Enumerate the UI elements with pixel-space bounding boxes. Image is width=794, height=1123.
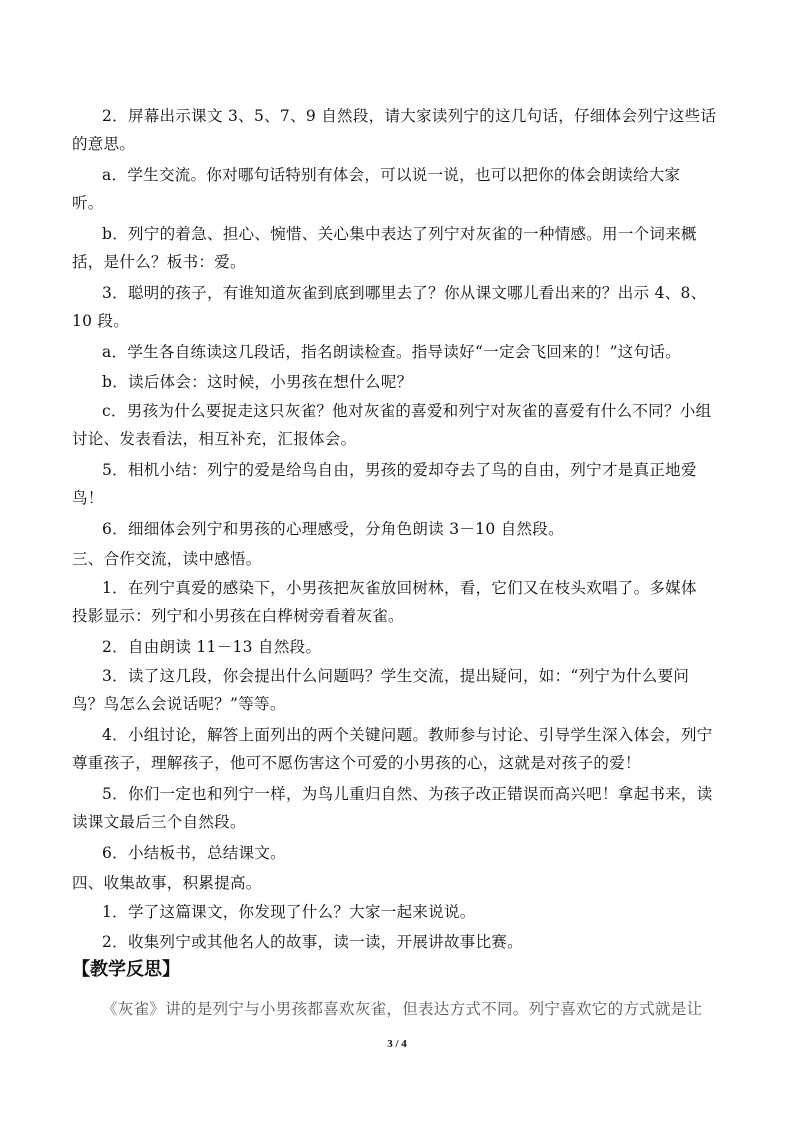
- reflection-paragraph: 《灰雀》讲的是列宁与小男孩都喜欢灰雀，但表达方式不同。列宁喜欢它的方式就是让: [102, 1000, 703, 1018]
- paragraph-line: b．读后体会：这时候，小男孩在想什么呢？: [102, 373, 413, 391]
- paragraph-line: 1．学了这篇课文，你发现了什么？大家一起来说说。: [102, 903, 476, 921]
- paragraph-line: 投影显示：列宁和小男孩在白桦树旁看着灰雀。: [72, 607, 404, 625]
- paragraph-line: 10 段。: [72, 312, 130, 330]
- paragraph-line: 3．聪明的孩子，有谁知道灰雀到底到哪里去了？你从课文哪儿看出来的？出示 4、8、: [102, 284, 707, 302]
- page-number: 3 / 4: [387, 1038, 407, 1050]
- paragraph-line: 6．小结板书，总结课文。: [102, 844, 286, 862]
- paragraph-line: 1．在列宁真爱的感染下，小男孩把灰雀放回树林，看，它们又在枝头欢唱了。多媒体: [102, 579, 697, 597]
- paragraph-line: 括，是什么？板书：爱。: [72, 253, 246, 271]
- paragraph-line: 尊重孩子，理解孩子，他可不愿伤害这个可爱的小男孩的心，这就是对孩子的爱！: [72, 754, 641, 772]
- paragraph-line: c．男孩为什么要捉走这只灰雀？他对灰雀的喜爱和列宁对灰雀的喜爱有什么不同？小组: [102, 402, 712, 420]
- paragraph-line: a．学生交流。你对哪句话特别有体会，可以说一说，也可以把你的体会朗读给大家: [102, 166, 681, 184]
- paragraph-line: 6．细细体会列宁和男孩的心理感受，分角色朗读 3－10 自然段。: [102, 520, 564, 538]
- section-heading: 三、合作交流，读中感悟。: [72, 550, 262, 568]
- paragraph-line: 2．收集列宁或其他名人的故事，读一读，开展讲故事比赛。: [102, 933, 523, 951]
- paragraph-line: 讨论、发表看法，相互补充，汇报体会。: [72, 430, 357, 448]
- paragraph-line: 鸟？鸟怎么会说话呢？”等等。: [72, 695, 286, 713]
- reflection-heading: 【教学反思】: [72, 959, 180, 980]
- paragraph-line: 的意思。: [72, 135, 136, 153]
- paragraph-line: 2．自由朗读 11－13 自然段。: [102, 638, 322, 656]
- paragraph-line: 2．屏幕出示课文 3、5、7、9 自然段，请大家读列宁的这几句话，仔细体会列宁这些话: [102, 107, 717, 125]
- paragraph-line: 3．读了这几段，你会提出什么问题吗？学生交流，提出疑问，如：“列宁为什么要问: [102, 667, 690, 685]
- paragraph-line: 鸟！: [72, 489, 104, 507]
- paragraph-line: 4．小组讨论，解答上面列出的两个关键问题。教师参与讨论、引导学生深入体会，列宁: [102, 726, 713, 744]
- paragraph-line: a．学生各自练读这几段话，指名朗读检查。指导读好“一定会飞回来的！”这句话。: [102, 343, 681, 361]
- paragraph-line: 读课文最后三个自然段。: [72, 813, 246, 831]
- paragraph-line: b．列宁的着急、担心、惋惜、关心集中表达了列宁对灰雀的一种情感。用一个词来概: [102, 225, 697, 243]
- paragraph-line: 5．相机小结：列宁的爱是给鸟自由，男孩的爱却夺去了鸟的自由，列宁才是真正地爱: [102, 461, 697, 479]
- section-heading: 四、收集故事，积累提高。: [72, 874, 262, 892]
- paragraph-line: 5．你们一定也和列宁一样，为鸟儿重归自然、为孩子改正错误而高兴吧！拿起书来，读: [102, 785, 713, 803]
- paragraph-line: 听。: [72, 194, 104, 212]
